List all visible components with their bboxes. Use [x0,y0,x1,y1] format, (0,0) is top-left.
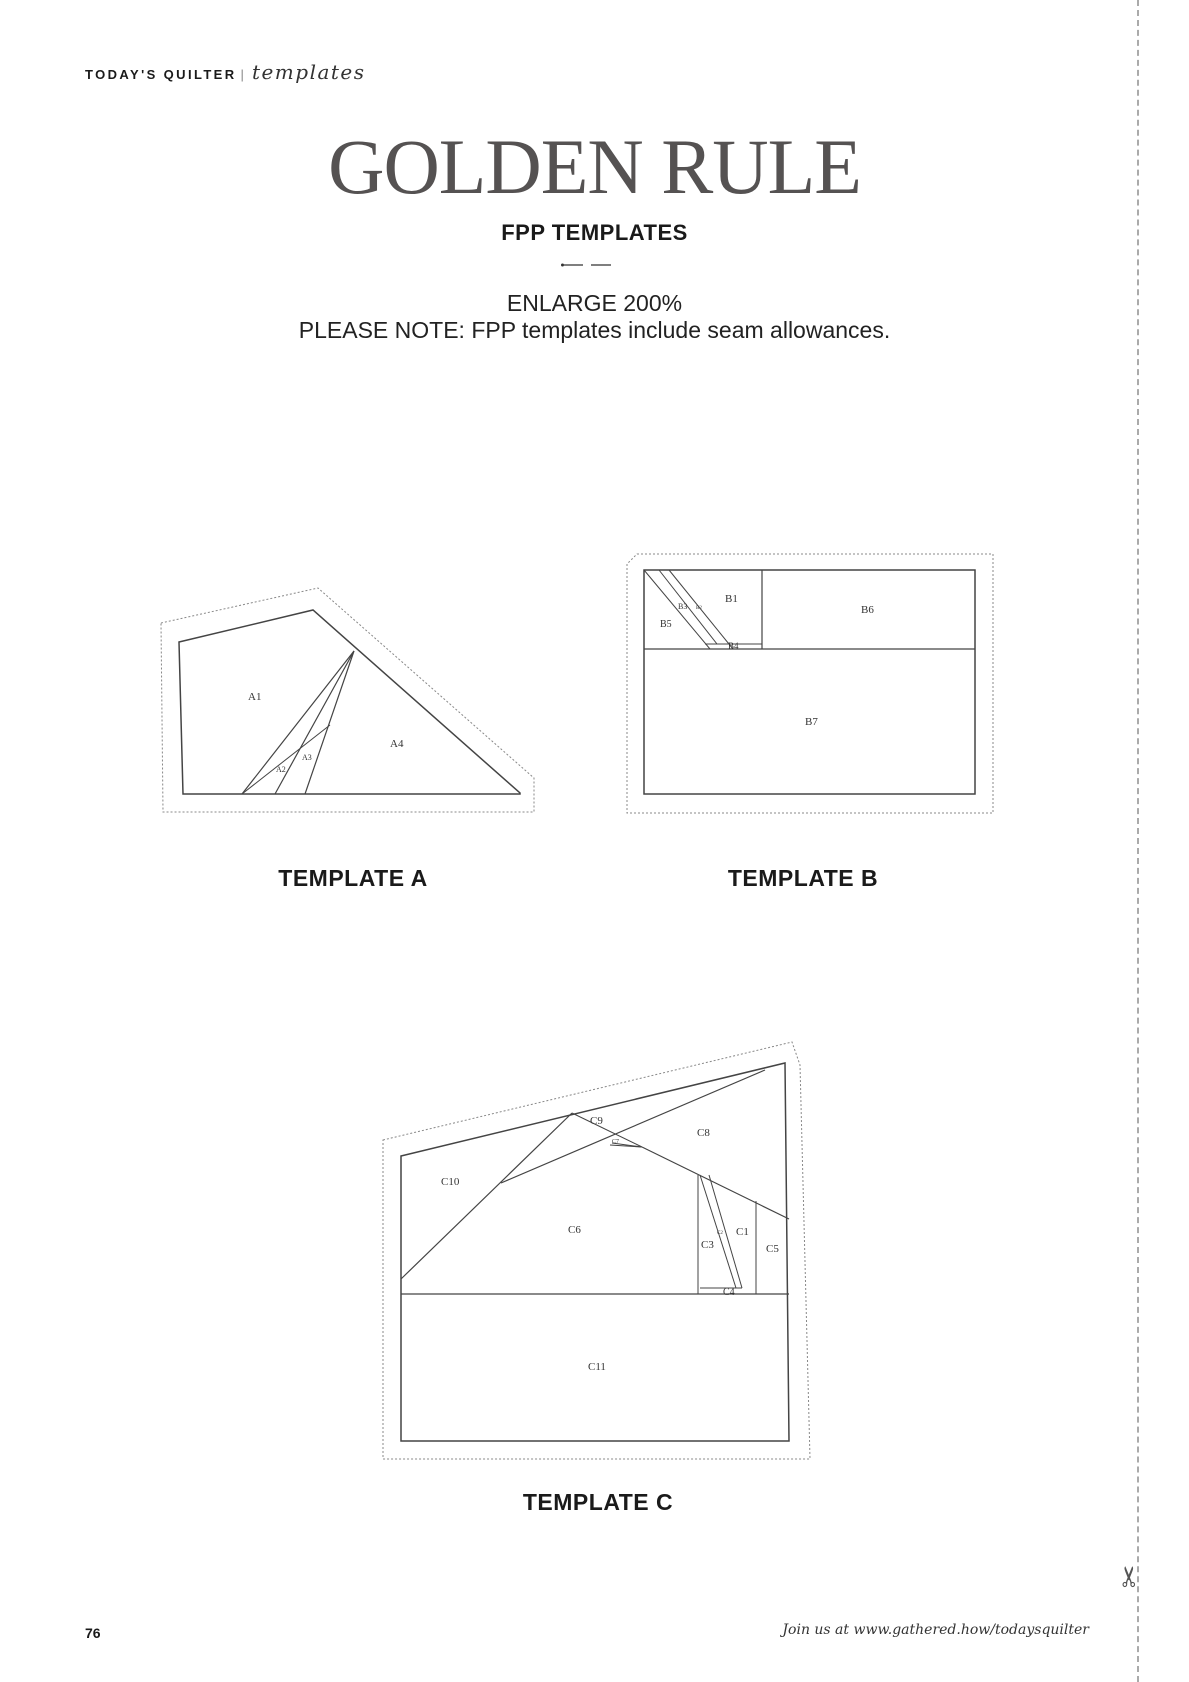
cut-line [1137,0,1139,1682]
seam-allowance-note: PLEASE NOTE: FPP templates include seam allowances. [298,317,891,343]
piece-label: C3 [701,1239,714,1251]
template-c-diagram [380,1035,810,1465]
piece-label: B4 [728,641,739,651]
piece-label: A3 [302,753,312,762]
piece-label: C1 [736,1226,749,1238]
template-a-outline [179,610,520,794]
template-b-label: TEMPLATE B [727,865,879,891]
piece-label: C8 [697,1127,710,1139]
piece-label: B7 [805,716,818,728]
scissors-icon: ✂ [1114,1564,1146,1589]
piece-label: C10 [441,1176,460,1188]
piece-label: B2 [696,606,702,611]
piece-label: C5 [766,1243,779,1255]
piece-label: B5 [660,619,672,630]
brand-name: TODAY'S QUILTER [85,67,237,82]
piece-label: B1 [725,593,738,605]
template-a-diagram [150,580,540,820]
piece-label: C9 [590,1115,603,1127]
enlarge-note [0,290,1189,344]
piece-label: C4 [723,1287,735,1298]
piece-label: C7 [612,1139,620,1145]
piece-label: B3 [678,602,688,611]
section-name: templates [251,60,366,84]
piece-label: A4 [390,738,404,750]
template-b-outline [644,570,975,794]
magazine-header [85,60,366,84]
divider-ornament [561,263,611,267]
footer-link: Join us at www.gathered.how/todaysquilter [782,1622,1089,1638]
piece-label: A2 [276,765,286,774]
template-b-diagram [625,550,995,815]
page-subtitle: FPP TEMPLATES [501,220,688,245]
page-number: 76 [85,1625,101,1641]
enlarge-instruction: ENLARGE 200% [506,290,683,316]
piece-label: B6 [861,604,874,616]
template-c-label: TEMPLATE C [522,1489,674,1515]
piece-label: C11 [588,1361,606,1373]
page-title: GOLDEN RULE [328,123,861,210]
template-a-label: TEMPLATE A [278,865,428,891]
piece-label: A1 [248,691,262,703]
piece-label: C6 [568,1224,581,1236]
header-separator: | [240,67,244,82]
piece-label: C2 [717,1231,723,1236]
